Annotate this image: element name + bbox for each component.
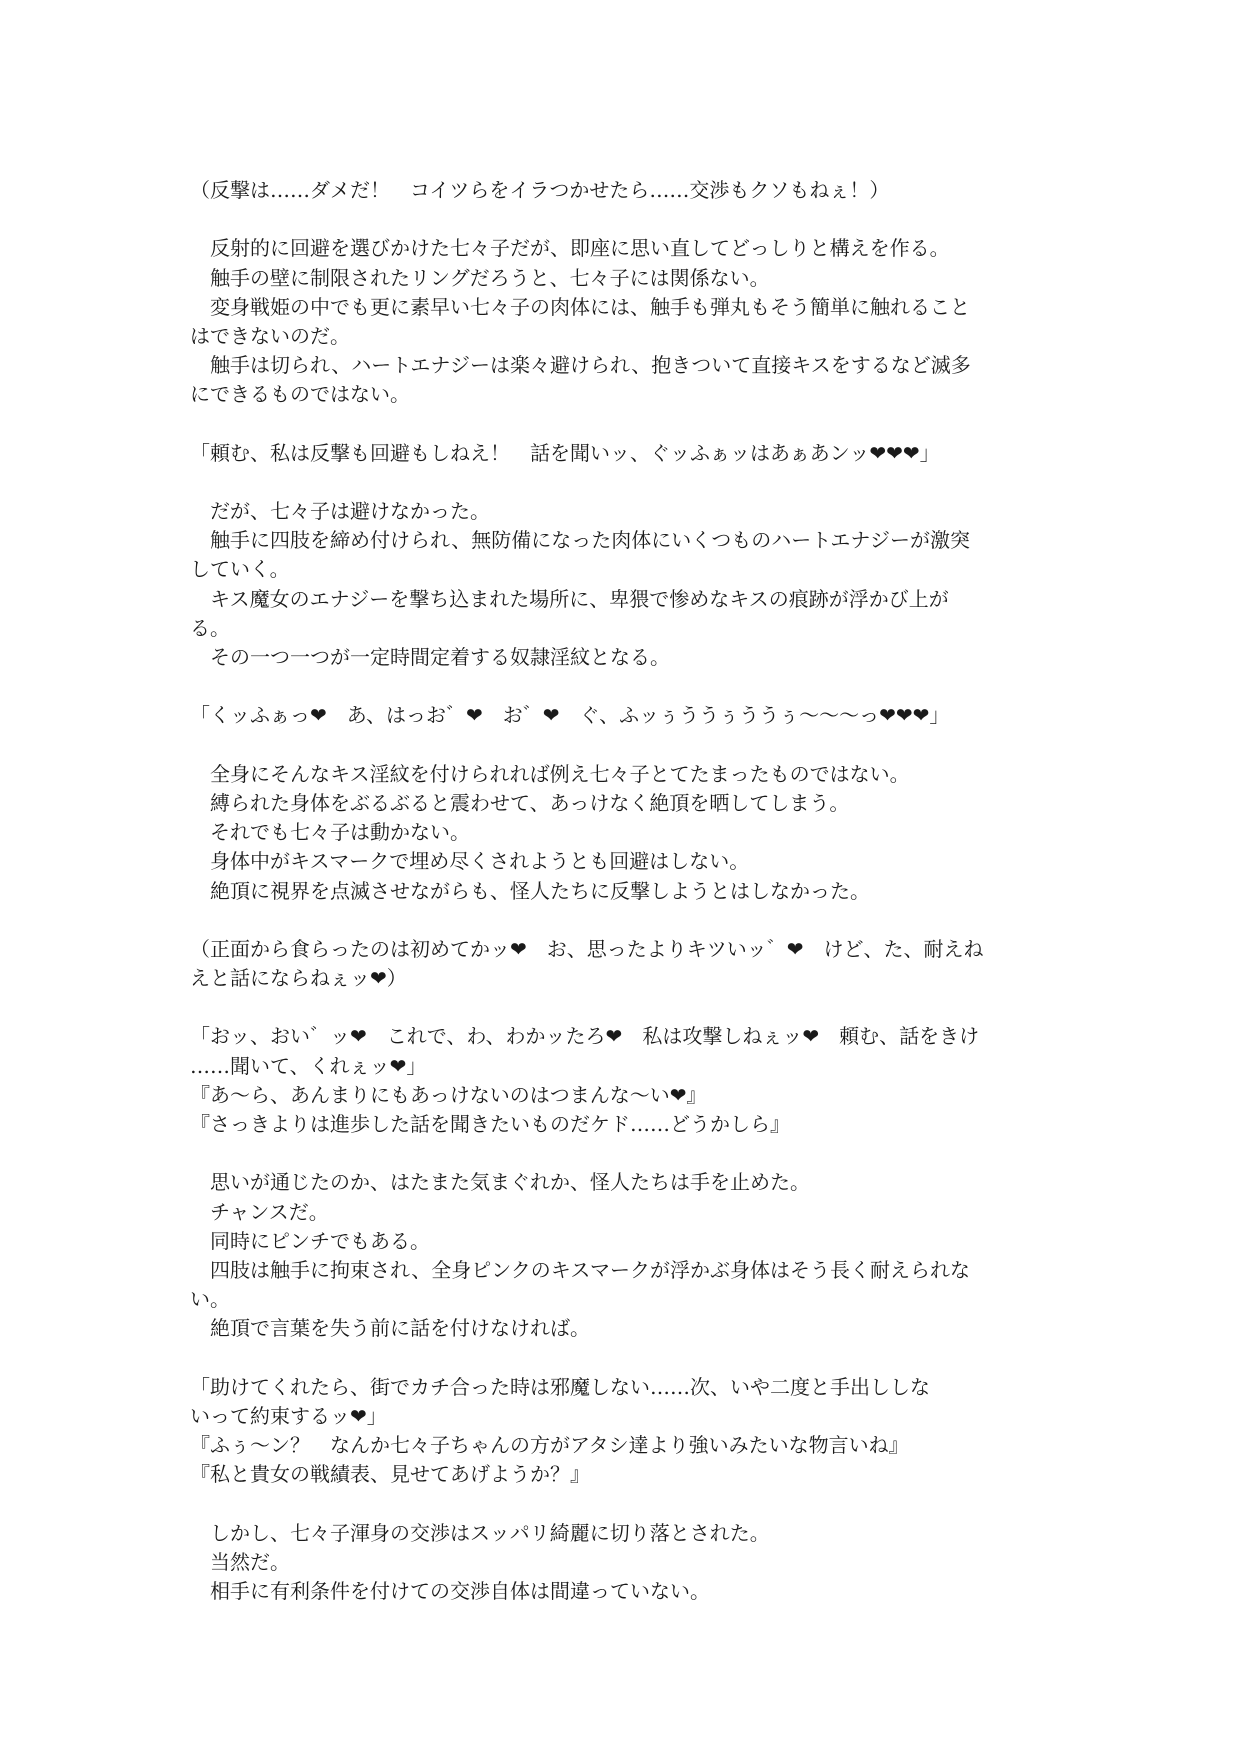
- blank-line: [190, 468, 1070, 497]
- text-line: はできないのだ。: [190, 323, 350, 348]
- text-line: 触手に四肢を締め付けられ、無防備になった肉体にいくつものハートエナジーが激突: [190, 528, 970, 553]
- text-line: いって約束するッ❤」: [190, 1403, 387, 1428]
- text-line: それでも七々子は動かない。: [190, 820, 470, 845]
- text-line: 相手に有利条件を付けての交渉自体は間違っていない。: [190, 1579, 710, 1603]
- text-line: 縛られた身体をぶるぶると震わせて、あっけなく絶頂を晒してしまう。: [190, 790, 850, 815]
- blank-line: [190, 906, 1070, 935]
- text-line: （反撃は……ダメだ！ コイツらをイラつかせたら……交渉もクソもねぇ！）: [190, 178, 890, 202]
- text-line: 「おッ、おい゛ッ❤ これで、わ、わかッたろ❤ 私は攻撃しねぇッ❤ 頼む、話をきけ: [190, 1024, 980, 1049]
- text-line: 『ふぅ〜ン？ なんか七々子ちゃんの方がアタシ達より強いみたいな物言いね』: [190, 1433, 909, 1458]
- text-line: 『あ〜ら、あんまりにもあっけないのはつまんな〜い❤』: [190, 1082, 707, 1107]
- text-line: い。: [190, 1287, 230, 1312]
- blank-line: [190, 1489, 1070, 1518]
- text-line: していく。: [190, 557, 290, 582]
- text-line: （正面から食らったのは初めてかッ❤ お、思ったよりキツいッ゛❤ けど、た、耐えね: [190, 936, 984, 961]
- text-line: えと話にならねぇッ❤）: [190, 966, 407, 991]
- document-page: [190, 176, 1070, 1606]
- text-line: だが、七々子は避けなかった。: [190, 499, 490, 524]
- text-line: にできるものではない。: [190, 382, 410, 407]
- text-line: ……聞いて、くれぇッ❤」: [190, 1053, 427, 1078]
- text-line: 絶頂に視界を点滅させながらも、怪人たちに反撃しようとはしなかった。: [190, 878, 870, 903]
- text-line: 触手の壁に制限されたリングだろうと、七々子には関係ない。: [190, 265, 770, 290]
- blank-line: [190, 1344, 1070, 1373]
- text-line: 四肢は触手に拘束され、全身ピンクのキスマークが浮かぶ身体はそう長く耐えられな: [190, 1257, 970, 1282]
- text-line: 反射的に回避を選びかけた七々子だが、即座に思い直してどっしりと構えを作る。: [190, 236, 950, 261]
- text-line: 身体中がキスマークで埋め尽くされようとも回避はしない。: [190, 849, 750, 874]
- text-line: 同時にピンチでもある。: [190, 1228, 430, 1253]
- blank-line: [190, 410, 1070, 439]
- text-line: しかし、七々子渾身の交渉はスッパリ綺麗に切り落とされた。: [190, 1520, 770, 1545]
- text-line: チャンスだ。: [190, 1199, 329, 1224]
- blank-line: [190, 993, 1070, 1022]
- blank-line: [190, 731, 1070, 760]
- text-line: その一つ一つが一定時間定着する奴隷淫紋となる。: [190, 645, 670, 669]
- text-line: 『さっきよりは進歩した話を聞きたいものだケド……どうかしら』: [190, 1112, 790, 1136]
- text-line: 全身にそんなキス淫紋を付けられれば例え七々子とてたまったものではない。: [190, 761, 910, 786]
- blank-line: [190, 205, 1070, 234]
- blank-line: [190, 1139, 1070, 1168]
- text-line: 「助けてくれたら、街でカチ合った時は邪魔しない……次、いや二度と手出ししな: [190, 1374, 930, 1399]
- text-line: る。: [190, 615, 230, 640]
- text-line: 変身戦姫の中でも更に素早い七々子の肉体には、触手も弾丸もそう簡単に触れること: [190, 294, 970, 319]
- text-line: 『私と貴女の戦績表、見せてあげようか？』: [190, 1462, 590, 1487]
- text-line: 触手は切られ、ハートエナジーは楽々避けられ、抱きついて直接キスをするなど滅多: [190, 353, 971, 378]
- text-line: キス魔女のエナジーを撃ち込まれた場所に、卑猥で惨めなキスの痕跡が浮かび上が: [190, 586, 949, 611]
- text-line: 当然だ。: [190, 1549, 290, 1574]
- text-line: 「頼む、私は反撃も回避もしねえ！ 話を聞いッ、ぐッふぁッはあぁあンッ❤❤❤」: [190, 440, 940, 465]
- text-line: 「くッふぁっ❤ あ、はっお゛❤ お゛❤ ぐ、ふッぅううぅううぅ〜〜〜っ❤❤❤」: [190, 703, 950, 728]
- text-line: 絶頂で言葉を失う前に話を付けなければ。: [190, 1316, 590, 1341]
- text-line: 思いが通じたのか、はたまた気まぐれか、怪人たちは手を止めた。: [190, 1170, 810, 1195]
- blank-line: [190, 672, 1070, 701]
